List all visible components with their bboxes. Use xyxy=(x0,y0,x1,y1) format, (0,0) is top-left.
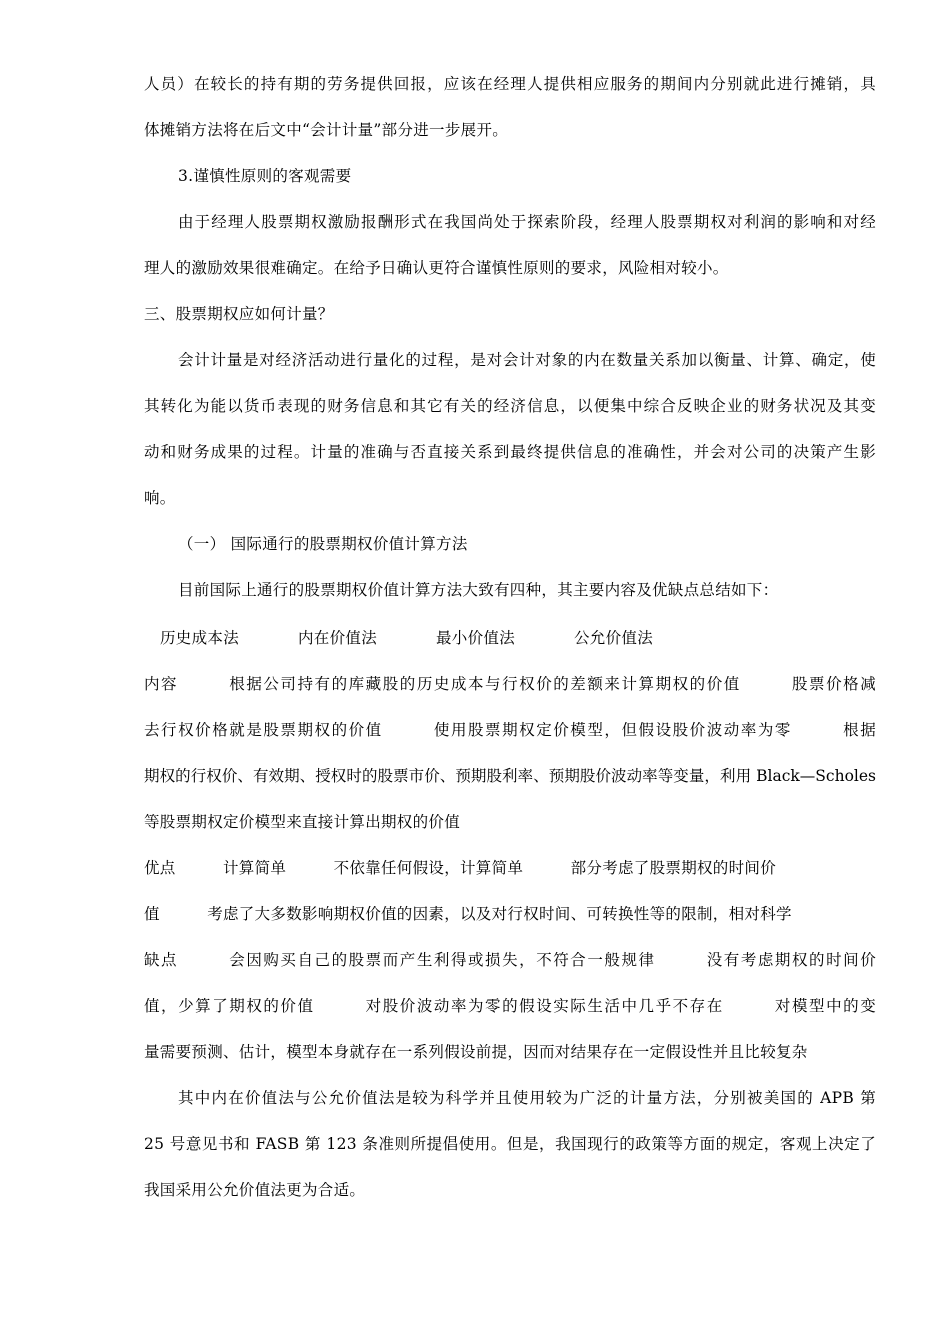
paragraph-line: 其中内在价值法与公允价值法是较为科学并且使用较为广泛的计量方法，分别被美国的 APB 第 xyxy=(178,1089,876,1107)
paragraph-line: 其转化为能以货币表现的财务信息和其它有关的经济信息，以便集中综合反映企业的财务状况及其变 xyxy=(144,397,876,415)
table-header-cell: 最小价值法 xyxy=(436,629,516,647)
table-text-line: 值，少算了期权的价值 对股价波动率为零的假设实际生活中几乎不存在 对模型中的变 xyxy=(144,997,876,1015)
paragraph-line: 理人的激励效果很难确定。在给予日确认更符合谨慎性原则的要求，风险相对较小。 xyxy=(144,259,729,277)
table-text-line: 去行权价格就是股票期权的价值 使用股票期权定价模型，但假设股价波动率为零 根据 xyxy=(144,721,876,739)
paragraph-line: 25 号意见书和 FASB 第 123 条准则所提倡使用。但是，我国现行的政策等方面的规定，客观上决定了 xyxy=(144,1135,876,1153)
subsection-heading: （一） 国际通行的股票期权价值计算方法 xyxy=(178,535,468,553)
table-text-line: 等股票期权定价模型来直接计算出期权的价值 xyxy=(144,813,461,831)
table-header-cell: 公允价值法 xyxy=(574,629,654,647)
table-text-line: 内容 根据公司持有的库藏股的历史成本与行权价的差额来计算期权的价值 股票价格减 xyxy=(144,675,876,693)
table-text-line: 优点 计算简单 不依靠任何假设，计算简单 部分考虑了股票期权的时间价 xyxy=(144,859,777,877)
paragraph-line: 动和财务成果的过程。计量的准确与否直接关系到最终提供信息的准确性，并会对公司的决策产生影 xyxy=(144,443,876,461)
section-subheading: 3.谨慎性原则的客观需要 xyxy=(178,167,352,185)
paragraph-line: 目前国际上通行的股票期权价值计算方法大致有四种，其主要内容及优缺点总结如下： xyxy=(178,581,779,599)
table-text-line: 缺点 会因购买自己的股票而产生利得或损失，不符合一般规律 没有考虑期权的时间价 xyxy=(144,951,876,969)
section-heading: 三、股票期权应如何计量？ xyxy=(144,305,334,323)
paragraph-line: 体摊销方法将在后文中“会计计量”部分进一步展开。 xyxy=(144,121,509,139)
paragraph-line: 我国采用公允价值法更为合适。 xyxy=(144,1181,366,1199)
paragraph-line: 人员）在较长的持有期的劳务提供回报，应该在经理人提供相应服务的期间内分别就此进行摊销，具 xyxy=(144,75,876,93)
table-text-line: 期权的行权价、有效期、授权时的股票市价、预期股利率、预期股价波动率等变量，利用 Black—Scholes xyxy=(144,767,876,785)
paragraph-line: 会计计量是对经济活动进行量化的过程，是对会计对象的内在数量关系加以衡量、计算、确定，使 xyxy=(178,351,876,369)
table-header-cell: 内在价值法 xyxy=(298,629,378,647)
paragraph-line: 响。 xyxy=(144,489,176,507)
table-text-line: 量需要预测、估计，模型本身就存在一系列假设前提，因而对结果存在一定假设性并且比较复杂 xyxy=(144,1043,808,1061)
table-header-row xyxy=(160,628,712,648)
table-text-line: 值 考虑了大多数影响期权价值的因素，以及对行权时间、可转换性等的限制，相对科学 xyxy=(144,905,792,923)
table-header-cell: 历史成本法 xyxy=(160,629,240,647)
paragraph-line: 由于经理人股票期权激励报酬形式在我国尚处于探索阶段，经理人股票期权对利润的影响和对经 xyxy=(178,213,876,231)
